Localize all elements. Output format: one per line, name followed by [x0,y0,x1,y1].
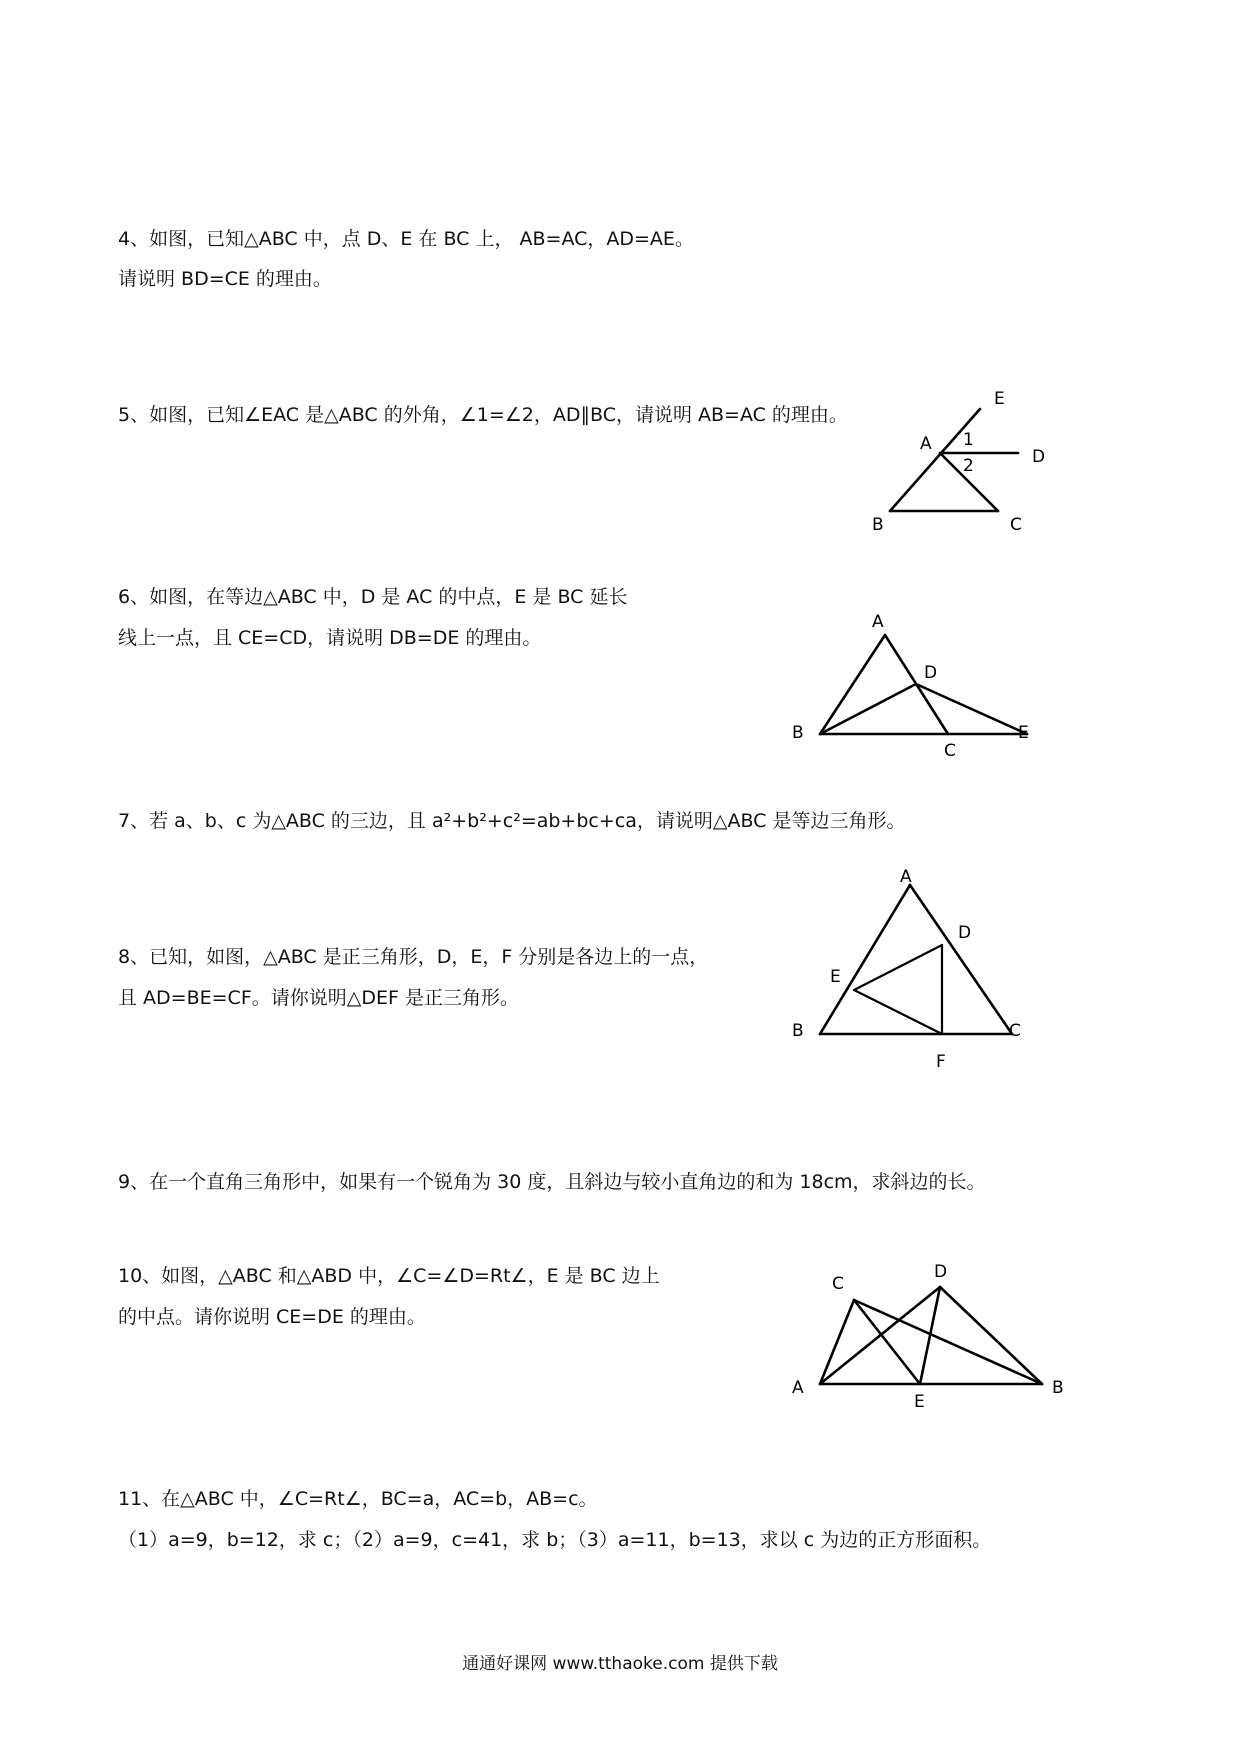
problem-5-line-1: 5、如图，已知∠EAC 是△ABC 的外角，∠1=∠2，AD∥BC，请说明 AB=AC 的理由。 [118,404,848,426]
problem-6-line-2: 线上一点，且 CE=CD，请说明 DB=DE 的理由。 [118,627,542,649]
problem-11-line-2: （1）a=9，b=12，求 c；（2）a=9，c=41，求 b；（3）a=11，b=13，求以 c 为边的正方形面积。 [118,1529,992,1551]
fig10-label-a: A [792,1378,804,1398]
fig6-segment-bd [820,684,916,734]
fig10-segment-cb [854,1300,1042,1384]
fig10-segment-db [940,1287,1042,1384]
fig5-label-e: E [994,389,1005,409]
fig5-label-c: C [1010,515,1022,535]
problem-8-line-1: 8、已知，如图，△ABC 是正三角形，D，E，F 分别是各边上的一点， [118,946,709,968]
problem-4-line-1: 4、如图，已知△ABC 中，点 D、E 在 BC 上， AB=AC，AD=AE。 [118,228,694,250]
figure-5-diagram [860,385,1060,535]
fig8-label-f: F [936,1052,946,1072]
fig8-label-d: D [958,923,972,943]
fig8-segment-ac [910,885,1012,1034]
fig6-segment-ab [820,635,885,734]
fig8-label-e: E [830,967,841,987]
figure-10-diagram [780,1255,1080,1415]
fig6-label-a: A [872,612,884,632]
fig8-label-a: A [900,867,912,887]
problem-8-line-2: 且 AD=BE=CF。请你说明△DEF 是正三角形。 [118,987,519,1009]
fig6-label-d: D [924,663,938,683]
fig10-label-c: C [832,1274,844,1294]
fig10-label-e: E [914,1392,925,1412]
fig10-label-d: D [934,1262,948,1282]
figure-6-diagram [780,605,1040,765]
problem-4-line-2: 请说明 BD=CE 的理由。 [118,268,332,290]
fig5-label-2: 2 [963,456,974,476]
fig6-label-b: B [792,723,804,743]
problem-11-line-1: 11、在△ABC 中，∠C=Rt∠，BC=a，AC=b，AB=c。 [118,1488,598,1510]
fig5-label-b: B [872,515,884,535]
fig10-label-b: B [1052,1378,1064,1398]
fig6-label-e: E [1018,723,1029,743]
fig8-segment-ef [854,990,942,1034]
problem-7-line-1: 7、若 a、b、c 为△ABC 的三边，且 a²+b²+c²=ab+bc+ca，请说明△ABC 是等边三角形。 [118,810,906,832]
page-footer: 通通好课网 www.tthaoke.com 提供下载 [462,1654,778,1674]
problem-9-line-1: 9、在一个直角三角形中，如果有一个锐角为 30 度，且斜边与较小直角边的和为 18cm，求斜边的长。 [118,1171,986,1193]
fig6-label-c: C [944,741,956,761]
fig5-label-a: A [920,434,932,454]
figure-8-diagram [780,867,1040,1080]
fig5-label-1: 1 [963,430,974,450]
problem-10-line-1: 10、如图，△ABC 和△ABD 中，∠C=∠D=Rt∠，E 是 BC 边上 [118,1265,660,1287]
problem-10-line-2: 的中点。请你说明 CE=DE 的理由。 [118,1306,426,1328]
fig8-label-c: C [1009,1021,1021,1041]
fig5-label-d: D [1032,447,1046,467]
fig8-label-b: B [792,1021,804,1041]
fig8-segment-de [854,945,942,990]
problem-6-line-1: 6、如图，在等边△ABC 中，D 是 AC 的中点，E 是 BC 延长 [118,586,628,608]
